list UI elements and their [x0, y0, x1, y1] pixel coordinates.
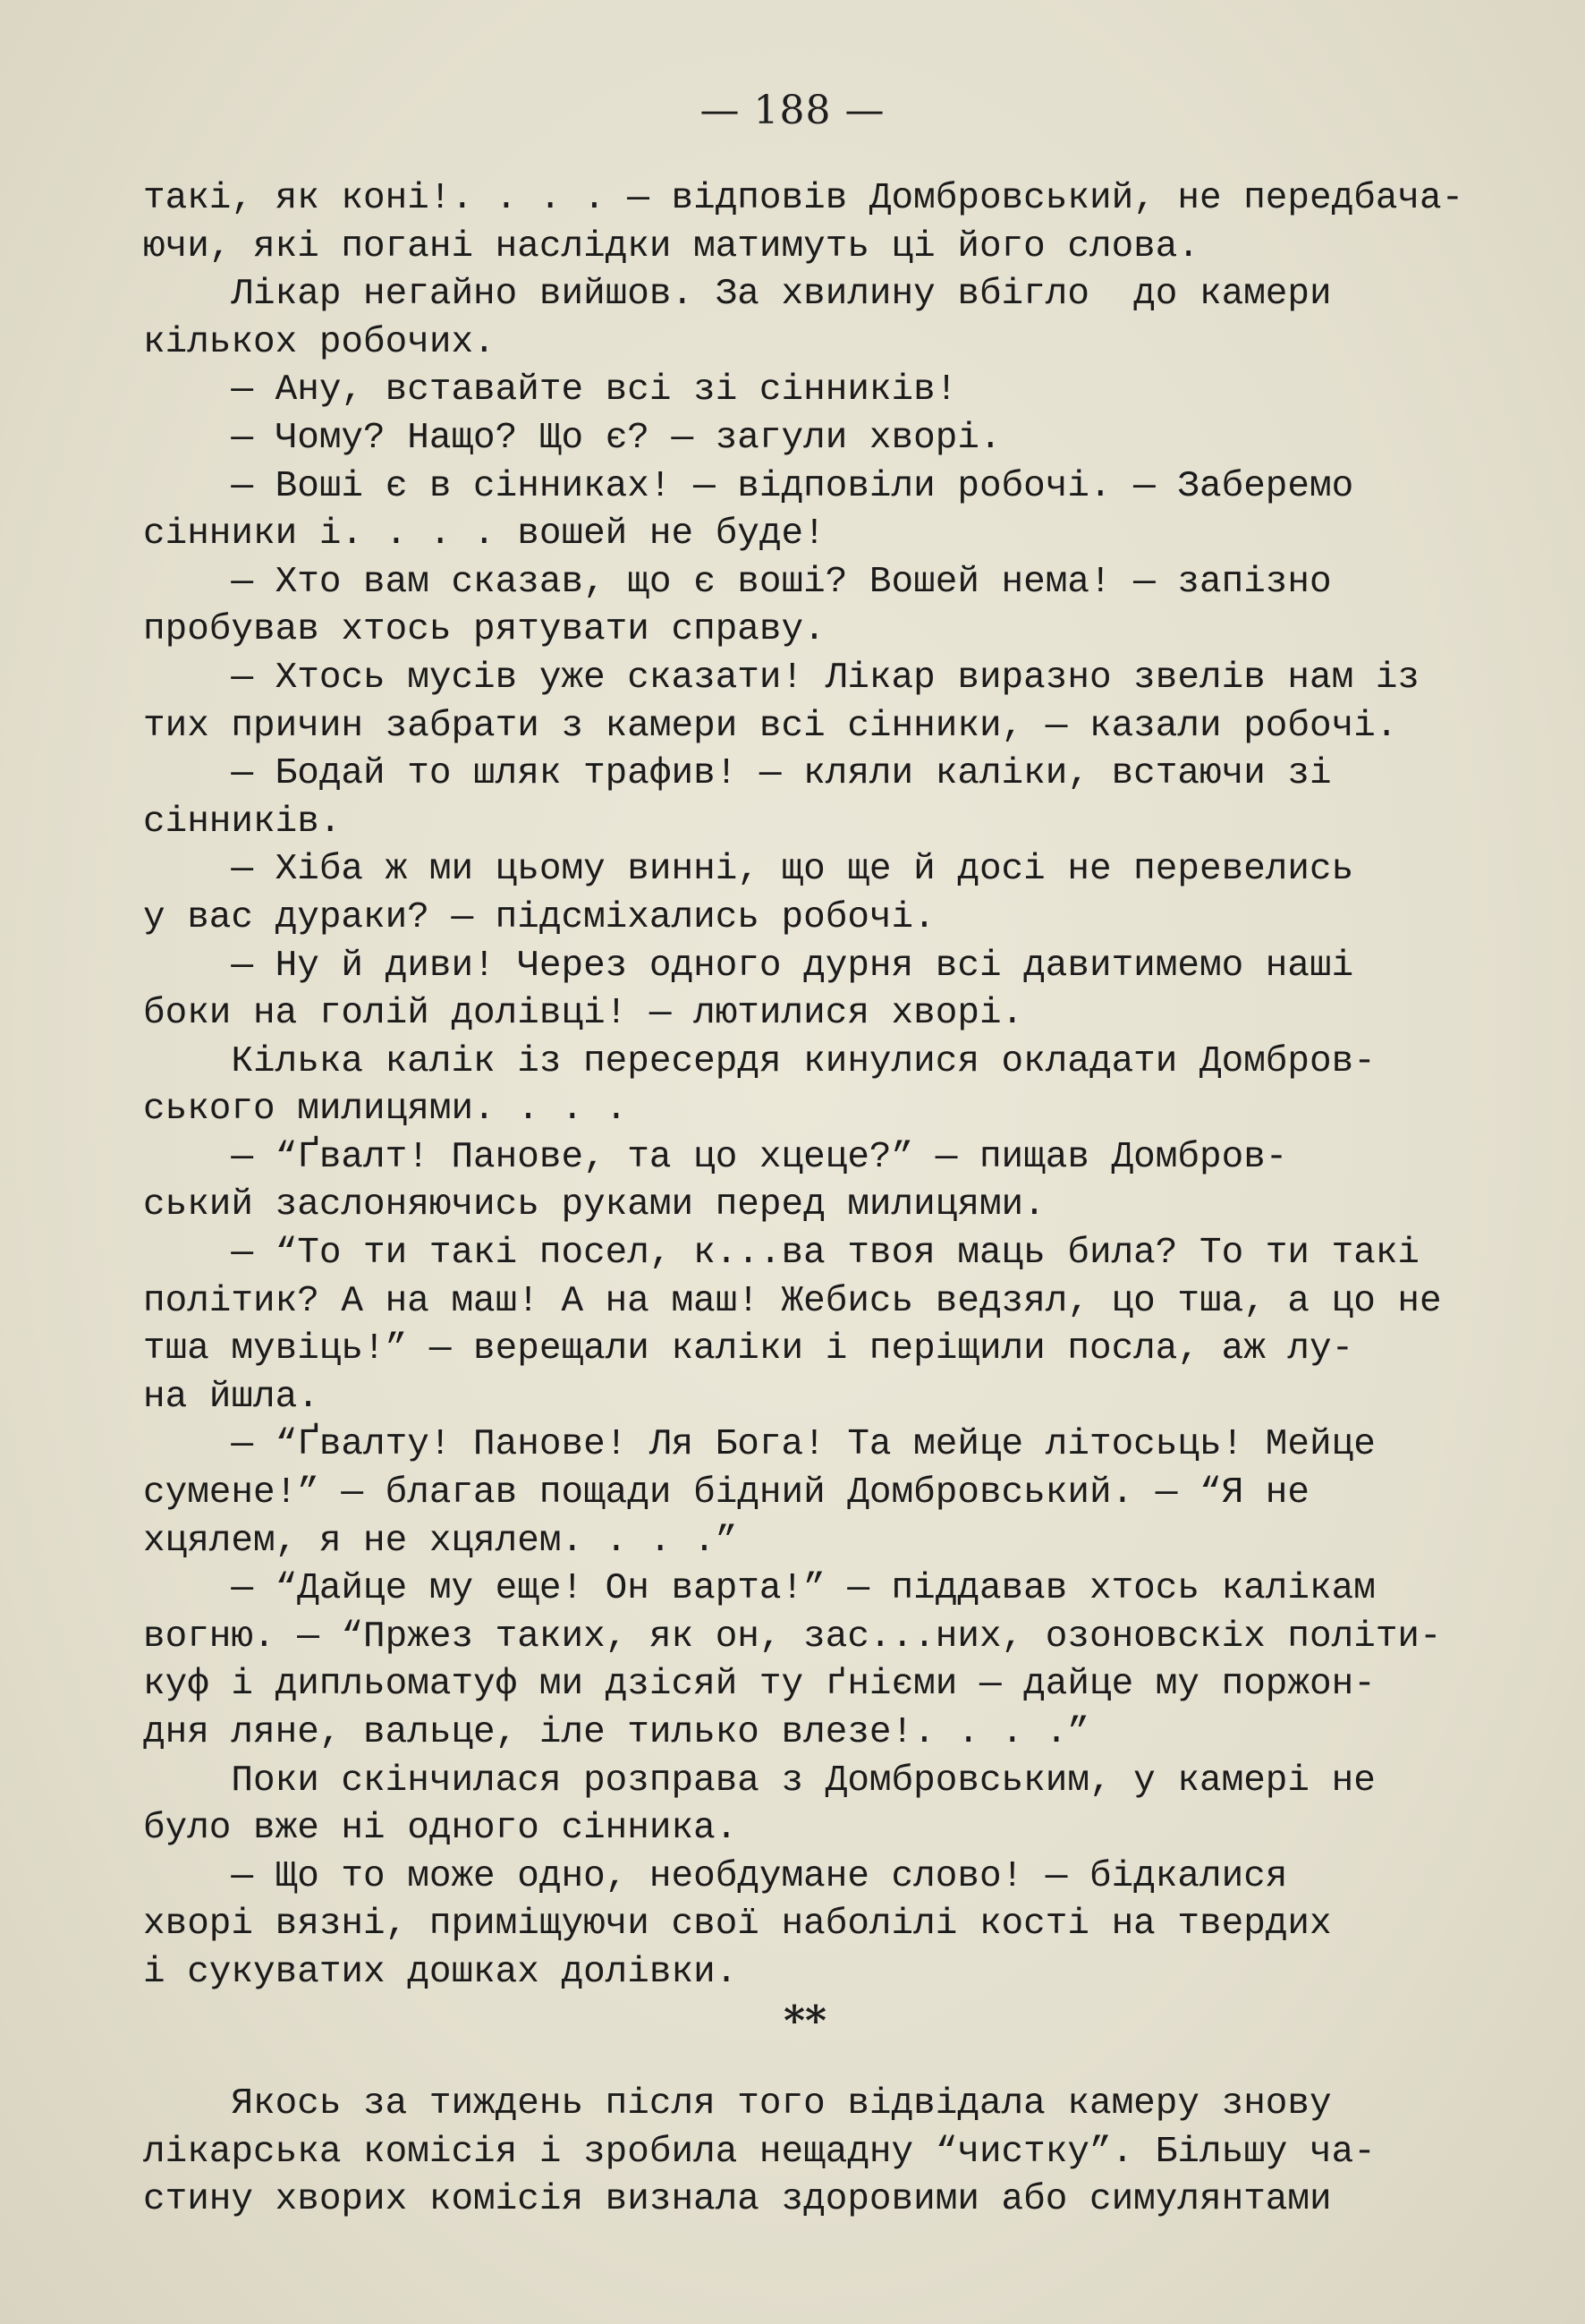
text-line: пробував хтось рятувати справу.	[143, 609, 826, 651]
text-line: сумене!” — благав пощади бідний Домбровський. — “Я не	[143, 1472, 1310, 1514]
text-line: Поки скінчилася розправа з Домбровським, у камері не	[143, 1760, 1376, 1802]
text-line: — “Дайце му еще! Он варта!” — піддавав хтось калікам	[143, 1568, 1376, 1610]
section-gap	[143, 2045, 1467, 2081]
text-line: тих причин забрати з камери всі сінники, — казали робочі.	[143, 705, 1398, 747]
text-line: — Хтось мусів уже сказати! Лікар виразно звелів нам із	[143, 657, 1420, 699]
text-line: Лікар негайно вийшов. За хвилину вбігло до камери	[143, 274, 1332, 316]
text-line: — Хіба ж ми цьому винні, що ще й досі не перевелись	[143, 849, 1354, 891]
text-line: Якось за тиждень після того відвідала камеру знову	[143, 2083, 1332, 2125]
text-line: дня ляне, вальце, іле тилько влезе!. . . .”	[143, 1712, 1089, 1753]
text-line: — “То ти такі посел, к...ва твоя маць била? То ти такі	[143, 1233, 1420, 1275]
text-line: хцялем, я не хцялем. . . .”	[143, 1520, 738, 1562]
text-line: боки на голій долівці! — лютилися хворі.	[143, 993, 1024, 1035]
text-line: такі, як коні!. . . . — відповів Домбровський, не передбача-	[143, 178, 1464, 219]
text-line: — Ану, вставайте всі зі сінників!	[143, 369, 958, 411]
text-line: — Що то може одно, необдумане слово! — бідкалися	[143, 1855, 1288, 1897]
text-line: — Хто вам сказав, що є воші? Вошей нема! — запізно	[143, 561, 1332, 603]
text-line: ський заслоняючись руками перед милицями.	[143, 1184, 1046, 1226]
page-number: — 188 —	[699, 88, 886, 133]
text-line: ського милицями. . . .	[143, 1089, 628, 1131]
text-line: сінники і. . . . вошей не буде!	[143, 513, 826, 556]
section-separator: **	[783, 1996, 827, 2045]
text-line: — Ну й диви! Через одного дурня всі давитимемо наші	[143, 945, 1354, 987]
text-line: — Чому? Нащо? Що є? — загули хворі.	[143, 417, 1002, 459]
text-line: було вже ні одного сінника.	[143, 1808, 738, 1850]
text-line: Кілька калік із пересердя кинулися окладати Домбров-	[143, 1040, 1376, 1082]
text-line: і сукуватих дошках долівки.	[143, 1951, 738, 1993]
text-line: у вас дураки? — підсміхались робочі.	[143, 896, 936, 938]
text-line: на йшла.	[143, 1376, 319, 1418]
text-line: лікарська комісія і зробила нещадну “чистку”. Більшу ча-	[143, 2131, 1376, 2173]
text-line: політик? А на маш! А на маш! Жебись ведзял, цо тша, а цо не	[143, 1280, 1442, 1322]
text-line: ючи, які погані наслідки матимуть ці його слова.	[143, 225, 1199, 267]
body-text	[143, 175, 1467, 2225]
text-line: — Бодай то шляк трафив! — кляли каліки, встаючи зі	[143, 753, 1332, 795]
text-line: — Воші є в сінниках! — відповіли робочі. — Заберемо	[143, 465, 1354, 507]
text-line: куф і дипльоматуф ми дзісяй ту ґнієми — дайце му поржон-	[143, 1664, 1376, 1706]
text-line: вогню. — “Пржез таких, як он, зас...них, озоновскіх політи-	[143, 1616, 1442, 1658]
text-line: — “Ґвалту! Панове! Ля Бога! Та мейце літосьць! Мейце	[143, 1424, 1376, 1466]
text-line: тша мувіць!” — верещали каліки і періщили посла, аж лу-	[143, 1328, 1354, 1370]
text-line: — “Ґвалт! Панове, та цо хцеце?” — пищав Домбров-	[143, 1136, 1288, 1178]
text-line: сінників.	[143, 801, 342, 843]
text-line: кількох робочих.	[143, 321, 496, 363]
text-line: хворі вязні, приміщуючи свої наболілі кості на твердих	[143, 1904, 1332, 1946]
text-line: стину хворих комісія визнала здоровими або симулянтами	[143, 2179, 1332, 2221]
